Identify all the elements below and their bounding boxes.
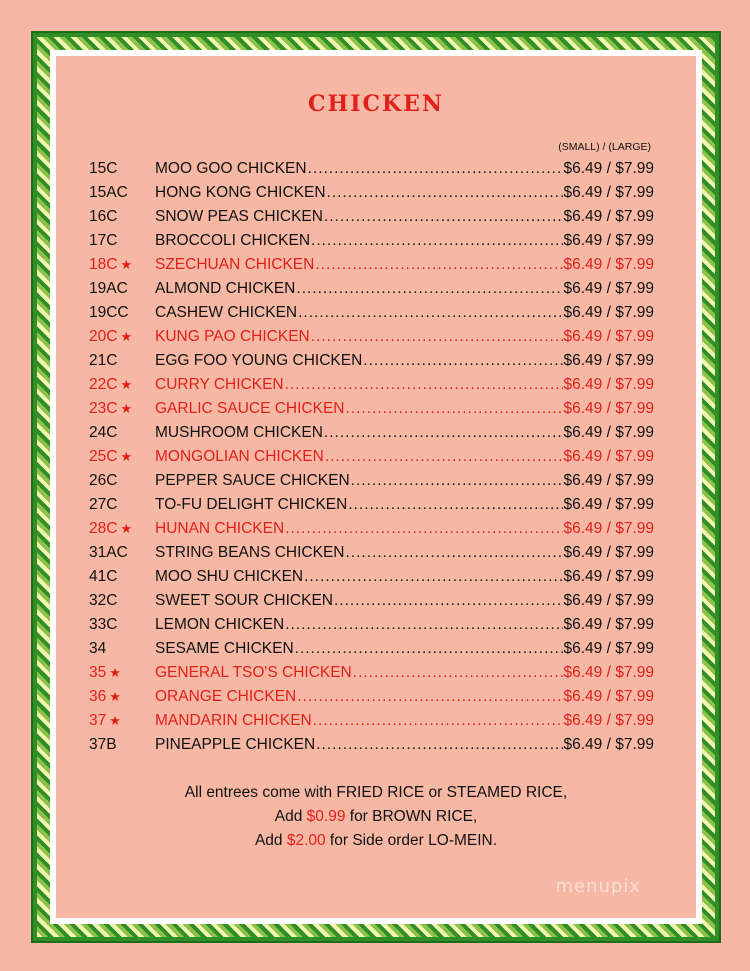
star-icon: ★ <box>120 401 133 416</box>
item-name: GENERAL TSO'S CHICKEN <box>155 664 352 681</box>
menu-item-row <box>89 229 654 253</box>
item-price: $6.49 / $7.99 <box>563 448 654 465</box>
item-price: $6.49 / $7.99 <box>563 400 654 417</box>
item-price: $6.49 / $7.99 <box>563 640 654 657</box>
item-code <box>89 640 155 658</box>
dot-leader <box>324 208 563 226</box>
item-code <box>89 376 155 394</box>
item-name: PINEAPPLE CHICKEN <box>155 736 316 753</box>
menu-item-row <box>89 349 654 373</box>
footer-line-1: All entrees come with FRIED RICE or STEAMED RICE, <box>184 784 568 801</box>
menu-item-row <box>89 277 654 301</box>
size-header: (SMALL) / (LARGE) <box>558 141 651 153</box>
item-price: $6.49 / $7.99 <box>563 568 654 585</box>
item-name: EGG FOO YOUNG CHICKEN <box>155 352 363 369</box>
item-price: $6.49 / $7.99 <box>563 232 654 249</box>
footer-text: Add <box>254 832 287 849</box>
lo-mein-price: $2.00 <box>286 832 326 849</box>
item-code-text: 15C <box>89 160 118 177</box>
menu-item-row <box>89 157 654 181</box>
item-code-text: 36 <box>89 688 107 705</box>
footer-line-2 <box>56 805 696 829</box>
item-price: $6.49 / $7.99 <box>563 184 654 201</box>
star-icon: ★ <box>109 689 121 704</box>
item-price: $6.49 / $7.99 <box>563 376 654 393</box>
footer-note <box>56 781 696 853</box>
item-code <box>89 424 155 442</box>
item-code-text: 16C <box>89 208 118 225</box>
item-price: $6.49 / $7.99 <box>563 256 654 273</box>
item-code-text: 23C <box>89 400 118 417</box>
item-price: $6.49 / $7.99 <box>563 736 654 753</box>
item-price: $6.49 / $7.99 <box>563 208 654 225</box>
item-name: ALMOND CHICKEN <box>155 280 296 297</box>
dot-leader <box>285 376 563 394</box>
item-price: $6.49 / $7.99 <box>563 592 654 609</box>
menu-item-row <box>89 589 654 613</box>
item-code <box>89 184 155 202</box>
footer-text: for Side order LO-MEIN. <box>325 832 498 849</box>
menu-item-row <box>89 541 654 565</box>
item-price: $6.49 / $7.99 <box>563 688 654 705</box>
item-price: $6.49 / $7.99 <box>563 304 654 321</box>
item-code <box>89 472 155 490</box>
item-name: MANDARIN CHICKEN <box>155 712 312 729</box>
item-price: $6.49 / $7.99 <box>563 280 654 297</box>
item-name: SZECHUAN CHICKEN <box>155 256 315 273</box>
item-name: MONGOLIAN CHICKEN <box>155 448 324 465</box>
item-name: TO-FU DELIGHT CHICKEN <box>155 496 348 513</box>
dot-leader <box>297 688 562 706</box>
dot-leader <box>308 160 563 178</box>
item-code <box>89 688 155 706</box>
item-price: $6.49 / $7.99 <box>563 664 654 681</box>
item-code <box>89 304 155 322</box>
dot-leader <box>345 400 562 418</box>
item-name: ORANGE CHICKEN <box>155 688 297 705</box>
item-name: GARLIC SAUCE CHICKEN <box>155 400 345 417</box>
menu-item-row <box>89 397 654 421</box>
item-code <box>89 664 155 682</box>
item-code <box>89 160 155 178</box>
item-code-text: 19AC <box>89 280 128 297</box>
dot-leader <box>298 304 562 322</box>
item-price: $6.49 / $7.99 <box>563 160 654 177</box>
item-code-text: 33C <box>89 616 118 633</box>
dot-leader <box>324 424 563 442</box>
item-name: LEMON CHICKEN <box>155 616 285 633</box>
menu-item-row <box>89 613 654 637</box>
dot-leader <box>304 568 562 586</box>
dot-leader <box>334 592 563 610</box>
menu-item-row <box>89 565 654 589</box>
dot-leader <box>316 736 562 754</box>
menu-item-row <box>89 445 654 469</box>
star-icon: ★ <box>120 257 133 272</box>
item-price: $6.49 / $7.99 <box>563 472 654 489</box>
item-name: SNOW PEAS CHICKEN <box>155 208 323 225</box>
item-code <box>89 592 155 610</box>
dot-leader <box>285 520 562 538</box>
dot-leader <box>296 280 562 298</box>
menu-item-row <box>89 733 654 757</box>
star-icon: ★ <box>120 329 133 344</box>
item-code <box>89 328 155 346</box>
item-name: HUNAN CHICKEN <box>155 520 285 537</box>
star-icon: ★ <box>120 521 133 536</box>
item-name: HONG KONG CHICKEN <box>155 184 326 201</box>
dot-leader <box>285 616 562 634</box>
item-code-text: 19CC <box>89 304 129 321</box>
dot-leader <box>348 496 562 514</box>
item-code-text: 20C <box>89 328 118 345</box>
item-price: $6.49 / $7.99 <box>563 616 654 633</box>
menu-item-row <box>89 181 654 205</box>
item-code-text: 27C <box>89 496 118 513</box>
item-price: $6.49 / $7.99 <box>563 712 654 729</box>
star-icon: ★ <box>109 665 121 680</box>
item-code-text: 41C <box>89 568 118 585</box>
item-name: KUNG PAO CHICKEN <box>155 328 310 345</box>
dot-leader <box>345 544 562 562</box>
dot-leader <box>311 328 563 346</box>
item-price: $6.49 / $7.99 <box>563 496 654 513</box>
menu-item-row <box>89 325 654 349</box>
footer-text: Add <box>274 808 307 825</box>
item-code-text: 22C <box>89 376 118 393</box>
item-code-text: 28C <box>89 520 118 537</box>
item-name: MOO GOO CHICKEN <box>155 160 307 177</box>
dot-leader <box>311 232 562 250</box>
page-title: CHICKEN <box>307 91 445 117</box>
star-icon: ★ <box>120 377 133 392</box>
item-code-text: 25C <box>89 448 118 465</box>
item-code <box>89 280 155 298</box>
item-price: $6.49 / $7.99 <box>563 544 654 561</box>
star-icon: ★ <box>120 449 133 464</box>
item-code-text: 24C <box>89 424 118 441</box>
item-code <box>89 568 155 586</box>
menu-item-row <box>89 469 654 493</box>
item-price: $6.49 / $7.99 <box>563 352 654 369</box>
item-price: $6.49 / $7.99 <box>563 520 654 537</box>
item-code <box>89 496 155 514</box>
dot-leader <box>325 448 563 466</box>
star-icon: ★ <box>109 713 121 728</box>
item-code <box>89 544 155 562</box>
item-code <box>89 616 155 634</box>
watermark: menupix <box>555 876 641 897</box>
menu-item-row <box>89 421 654 445</box>
item-code-text: 26C <box>89 472 118 489</box>
item-code <box>89 448 155 466</box>
menu-item-row <box>89 517 654 541</box>
dot-leader <box>295 640 563 658</box>
item-code-text: 15AC <box>89 184 128 201</box>
item-name: MOO SHU CHICKEN <box>155 568 304 585</box>
item-code-text: 31AC <box>89 544 128 561</box>
menu-item-row <box>89 253 654 277</box>
item-code-text: 37B <box>89 736 117 753</box>
item-code-text: 37 <box>89 712 107 729</box>
item-code-text: 35 <box>89 664 107 681</box>
menu-list <box>89 157 654 757</box>
menu-panel <box>56 56 696 918</box>
item-name: BROCCOLI CHICKEN <box>155 232 311 249</box>
item-code <box>89 520 155 538</box>
dot-leader <box>313 712 563 730</box>
item-code <box>89 352 155 370</box>
menu-item-row <box>89 205 654 229</box>
dot-leader <box>351 472 563 490</box>
item-name: SESAME CHICKEN <box>155 640 294 657</box>
menu-item-row <box>89 637 654 661</box>
item-code <box>89 400 155 418</box>
item-name: CURRY CHICKEN <box>155 376 284 393</box>
item-code-text: 21C <box>89 352 118 369</box>
menu-item-row <box>89 373 654 397</box>
item-price: $6.49 / $7.99 <box>563 328 654 345</box>
item-code <box>89 208 155 226</box>
item-code-text: 32C <box>89 592 118 609</box>
item-name: SWEET SOUR CHICKEN <box>155 592 333 609</box>
item-code <box>89 256 155 274</box>
menu-item-row <box>89 661 654 685</box>
item-code-text: 18C <box>89 256 118 273</box>
dot-leader <box>315 256 562 274</box>
item-code-text: 17C <box>89 232 118 249</box>
menu-item-row <box>89 301 654 325</box>
menu-item-row <box>89 685 654 709</box>
dot-leader <box>353 664 563 682</box>
menu-item-row <box>89 709 654 733</box>
brown-rice-price: $0.99 <box>306 808 346 825</box>
item-code <box>89 736 155 754</box>
item-name: CASHEW CHICKEN <box>155 304 298 321</box>
dot-leader <box>363 352 562 370</box>
item-name: MUSHROOM CHICKEN <box>155 424 323 441</box>
footer-text: for BROWN RICE, <box>345 808 478 825</box>
item-code <box>89 232 155 250</box>
item-code <box>89 712 155 730</box>
item-code-text: 34 <box>89 640 107 657</box>
item-name: STRING BEANS CHICKEN <box>155 544 345 561</box>
menu-item-row <box>89 493 654 517</box>
footer-line-3 <box>56 829 696 853</box>
item-name: PEPPER SAUCE CHICKEN <box>155 472 350 489</box>
dot-leader <box>327 184 563 202</box>
item-price: $6.49 / $7.99 <box>563 424 654 441</box>
